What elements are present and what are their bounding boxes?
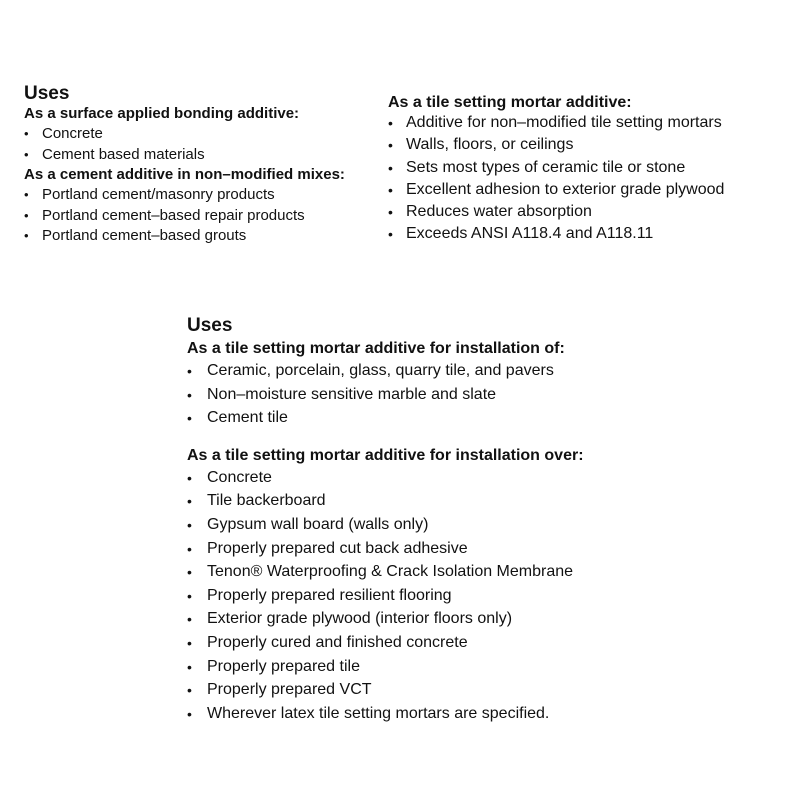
list-item: • Portland cement–based repair products [24, 206, 305, 224]
bullet-icon: • [388, 181, 393, 198]
list-item: • Reduces water absorption [388, 203, 592, 221]
uses-block-installation [187, 316, 787, 729]
bullet-icon: • [24, 146, 29, 162]
list-item: • Concrete [24, 125, 103, 142]
bullet-icon: • [187, 634, 192, 651]
bullet-icon: • [187, 611, 192, 628]
bullet-list-installation-of [187, 363, 787, 434]
bullet-list-tile-mortar [388, 115, 788, 249]
list-item: • Exceeds ANSI A118.4 and A118.11 [388, 225, 654, 243]
bullet-icon: • [24, 228, 29, 243]
bullet-icon: • [388, 204, 393, 221]
bullet-icon: • [187, 516, 192, 533]
uses-heading: Uses [24, 83, 70, 104]
list-item: • Properly cured and finished concrete [187, 633, 468, 651]
uses-heading: Uses [187, 315, 233, 336]
section-title-surface-bonding: As a surface applied bonding additive: [24, 105, 300, 122]
bullet-icon: • [187, 540, 192, 557]
list-item: • Sets most types of ceramic tile or stone [388, 158, 686, 176]
uses-block-tile-mortar [388, 95, 788, 249]
uses-block-bonding [24, 84, 384, 249]
bullet-icon: • [388, 115, 393, 131]
list-item: • Wherever latex tile setting mortars are specified. [187, 704, 550, 722]
bullet-icon: • [187, 705, 192, 722]
list-item: • Portland cement/masonry products [24, 186, 275, 203]
bullet-icon: • [187, 363, 192, 379]
bullet-icon: • [187, 386, 192, 403]
list-item: • Cement tile [187, 409, 288, 427]
bullet-icon: • [187, 564, 192, 581]
bullet-icon: • [24, 126, 29, 141]
bullet-icon: • [388, 226, 393, 243]
bullet-icon: • [187, 658, 192, 675]
bullet-list-surface-bonding [24, 126, 384, 167]
bullet-icon: • [388, 159, 393, 176]
bullet-list-installation-over [187, 470, 787, 730]
list-item: • Gypsum wall board (walls only) [187, 515, 429, 533]
list-item: • Excellent adhesion to exterior grade plywood [388, 180, 725, 198]
bullet-icon: • [24, 187, 29, 202]
section-title-installation-of: As a tile setting mortar additive for installation of: [187, 340, 565, 357]
section-title-tile-mortar: As a tile setting mortar additive: [388, 94, 632, 111]
bullet-icon: • [187, 682, 192, 699]
bullet-list-cement-additive [24, 187, 384, 249]
section-spacer [187, 434, 787, 448]
list-item: • Properly prepared tile [187, 657, 360, 675]
bullet-icon: • [187, 587, 192, 604]
bullet-icon: • [187, 493, 192, 510]
section-title-installation-over: As a tile setting mortar additive for installation over: [187, 446, 584, 464]
bullet-icon: • [388, 137, 393, 154]
list-item: • Properly prepared VCT [187, 681, 372, 699]
list-item: • Portland cement–based grouts [24, 227, 247, 244]
list-item: • Concrete [187, 468, 272, 486]
bullet-icon: • [24, 207, 29, 223]
list-item: • Non–moisture sensitive marble and slate [187, 385, 497, 403]
list-item: • Additive for non–modified tile setting mortars [388, 114, 722, 131]
list-item: • Exterior grade plywood (interior floors only) [187, 610, 513, 628]
list-item: • Walls, floors, or ceilings [388, 136, 574, 154]
bullet-icon: • [187, 410, 192, 427]
list-item: • Cement based materials [24, 145, 205, 163]
bullet-icon: • [187, 469, 192, 486]
list-item: • Ceramic, porcelain, glass, quarry tile, and pavers [187, 362, 554, 379]
list-item: • Tenon® Waterproofing & Crack Isolation Membrane [187, 563, 574, 581]
list-item: • Properly prepared cut back adhesive [187, 539, 468, 557]
list-item: • Tile backerboard [187, 492, 326, 510]
section-title-cement-additive: As a cement additive in non–modified mixes: [24, 166, 345, 183]
list-item: • Properly prepared resilient flooring [187, 586, 452, 604]
